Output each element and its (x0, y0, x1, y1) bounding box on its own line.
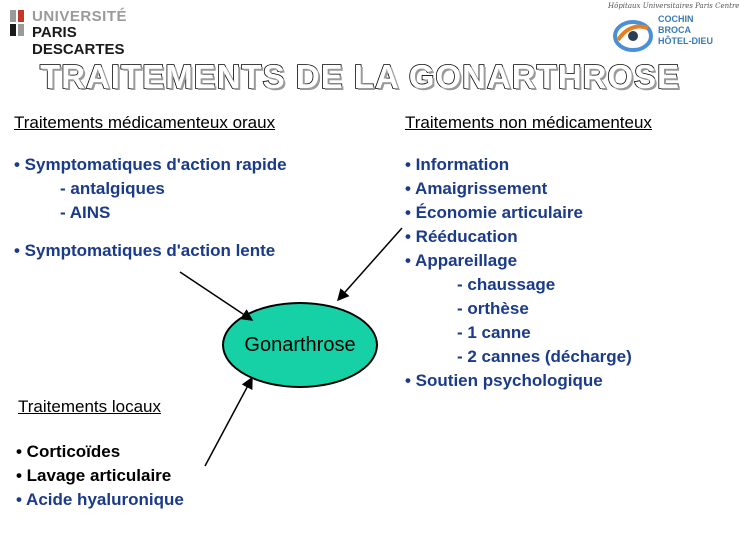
hospital-name-cochin: COCHIN (658, 14, 694, 24)
oral-treatments-heading: Traitements médicamenteux oraux (14, 113, 276, 132)
list-item: - 1 canne (457, 323, 531, 342)
page-title: TRAITEMENTS DE LA GONARTHROSE (39, 58, 681, 95)
hospital-name-broca: BROCA (658, 25, 691, 35)
local-treatments-heading: Traitements locaux (18, 397, 161, 416)
list-item: • Acide hyaluronique (16, 490, 184, 509)
list-item: - chaussage (457, 275, 556, 294)
list-item: - orthèse (457, 299, 529, 318)
arrow-nonmed-to-center (338, 228, 402, 300)
non-med-treatments-heading: Traitements non médicamenteux (405, 113, 652, 132)
arrow-local-to-center (205, 378, 252, 466)
university-name-line1: UNIVERSITÉ (32, 8, 128, 25)
list-item: • Symptomatiques d'action rapide (14, 155, 287, 174)
list-item: • Soutien psychologique (405, 371, 603, 390)
list-item: • Amaigrissement (405, 179, 548, 198)
list-item: • Appareillage (405, 251, 518, 270)
list-item: • Lavage articulaire (16, 466, 172, 485)
hospital-name-hotel-dieu: HÔTEL-DIEU (658, 36, 713, 46)
list-item: - 2 cannes (décharge) (457, 347, 632, 366)
arrow-oral-to-center (180, 272, 252, 320)
gonarthrose-node: Gonarthrose (222, 302, 378, 388)
list-item: - AINS (60, 203, 111, 222)
list-item: • Corticoïdes (16, 442, 121, 461)
hospital-group-name: Hôpitaux Universitaires Paris Centre (608, 2, 739, 10)
university-name-line2: PARIS DESCARTES (32, 24, 125, 58)
list-item: • Rééducation (405, 227, 518, 246)
list-item: - antalgiques (60, 179, 165, 198)
list-item: • Économie articulaire (405, 203, 583, 222)
list-item: • Symptomatiques d'action lente (14, 241, 276, 260)
list-item: • Information (405, 155, 510, 174)
